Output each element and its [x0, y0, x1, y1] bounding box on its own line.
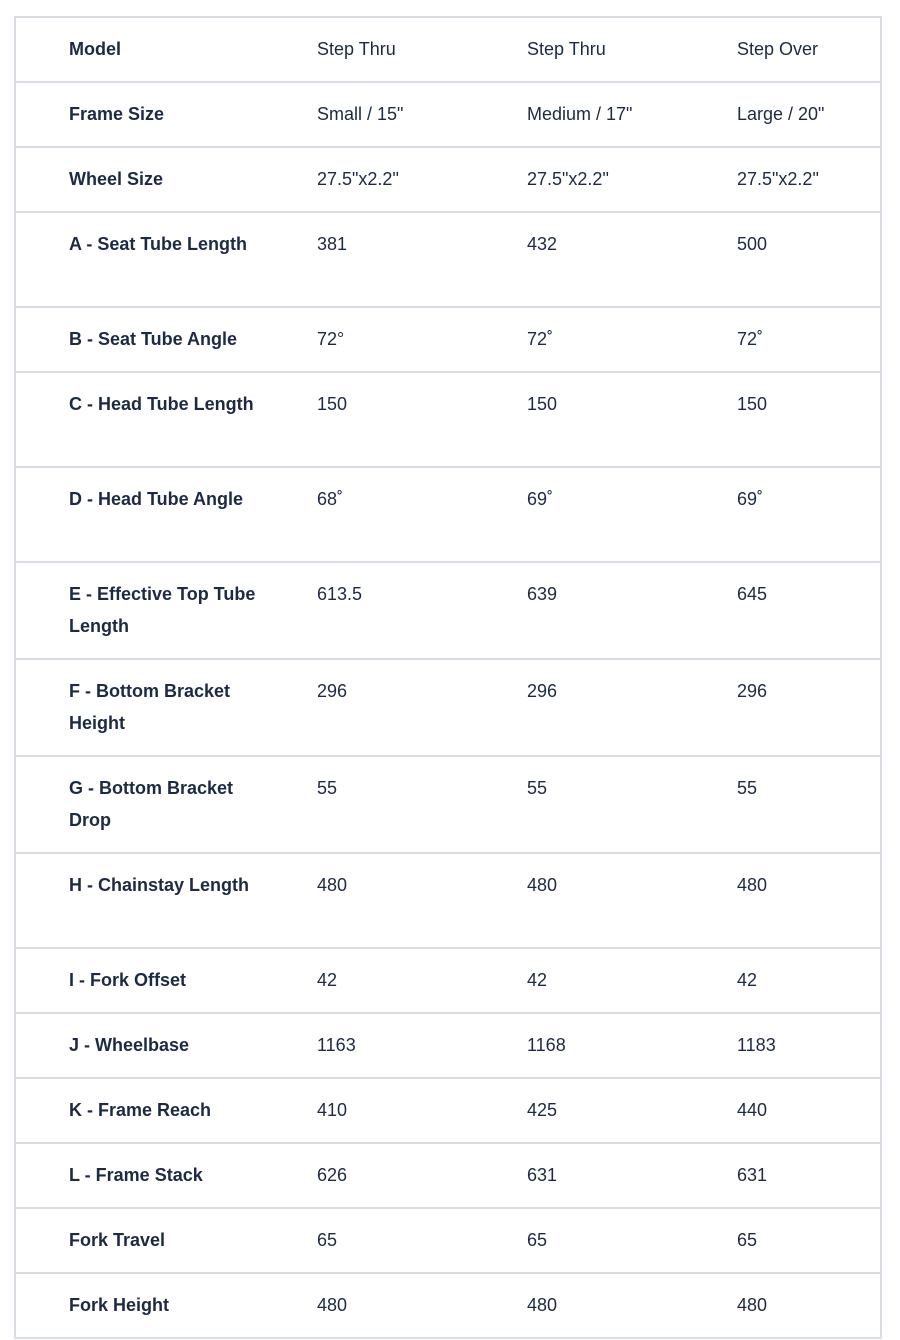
cell-value: Step Thru [317, 39, 396, 59]
cell-value: 65 [727, 1208, 881, 1273]
row-label: Wheel Size [15, 147, 307, 212]
cell-value: 72˚ [517, 307, 727, 372]
cell-value: Step Thru [527, 39, 606, 59]
cell-value: 296 [517, 659, 727, 756]
geometry-table-body [15, 17, 881, 1338]
cell-value: Medium / 17" [517, 82, 727, 147]
cell-value: 613.5 [307, 562, 517, 659]
cell-value: 72˚ [727, 307, 881, 372]
cell-value: 645 [727, 562, 881, 659]
cell-value: 69˚ [727, 467, 881, 562]
table-row [15, 1013, 881, 1078]
table-row [15, 82, 881, 147]
row-label: E - Effective Top Tube Length [15, 562, 307, 659]
geometry-table [14, 16, 882, 1339]
table-row [15, 1143, 881, 1208]
cell-value: 480 [727, 853, 881, 948]
row-label: K - Frame Reach [15, 1078, 307, 1143]
table-row [15, 17, 881, 82]
cell-value: 72° [307, 307, 517, 372]
cell-value: 425 [517, 1078, 727, 1143]
cell-value: 42 [727, 948, 881, 1013]
table-row [15, 467, 881, 562]
table-row [15, 659, 881, 756]
table-row [15, 756, 881, 853]
cell-value: 27.5"x2.2" [307, 147, 517, 212]
table-row [15, 948, 881, 1013]
cell-value: 296 [727, 659, 881, 756]
row-label: I - Fork Offset [15, 948, 307, 1013]
row-label: Fork Height [15, 1273, 307, 1338]
cell-value: 440 [727, 1078, 881, 1143]
cell-value: 55 [307, 756, 517, 853]
cell-value: 27.5"x2.2" [517, 147, 727, 212]
row-label: A - Seat Tube Length [15, 212, 307, 307]
table-row [15, 1078, 881, 1143]
row-label: Frame Size [15, 82, 307, 147]
cell-value: 480 [307, 1273, 517, 1338]
row-label: F - Bottom Bracket Height [15, 659, 307, 756]
cell-value: 1163 [307, 1013, 517, 1078]
cell-value: 27.5"x2.2" [727, 147, 881, 212]
cell-value: 55 [727, 756, 881, 853]
cell-value: 626 [307, 1143, 517, 1208]
table-row [15, 562, 881, 659]
row-label: Fork Travel [15, 1208, 307, 1273]
cell-value: Large / 20" [727, 82, 881, 147]
cell-value: 296 [307, 659, 517, 756]
cell-value: 65 [307, 1208, 517, 1273]
cell-value: 631 [727, 1143, 881, 1208]
cell-value: 150 [727, 372, 881, 467]
table-row [15, 307, 881, 372]
row-label: J - Wheelbase [15, 1013, 307, 1078]
row-label: G - Bottom Bracket Drop [15, 756, 307, 853]
cell-value: 631 [517, 1143, 727, 1208]
table-row [15, 212, 881, 307]
cell-value: 42 [307, 948, 517, 1013]
table-row [15, 1208, 881, 1273]
cell-value: 639 [517, 562, 727, 659]
cell-value: Small / 15" [307, 82, 517, 147]
row-label: D - Head Tube Angle [15, 467, 307, 562]
cell-value: Step Over [737, 39, 819, 59]
cell-value: 500 [727, 212, 881, 307]
cell-value: 150 [517, 372, 727, 467]
table-row [15, 147, 881, 212]
row-label: H - Chainstay Length [15, 853, 307, 948]
cell-value: 55 [517, 756, 727, 853]
row-label: Model [69, 39, 121, 59]
table-row [15, 372, 881, 467]
cell-value: 150 [307, 372, 517, 467]
table-row [15, 853, 881, 948]
cell-value: 42 [517, 948, 727, 1013]
cell-value: 1183 [727, 1013, 881, 1078]
cell-value: 1168 [517, 1013, 727, 1078]
row-label: B - Seat Tube Angle [15, 307, 307, 372]
cell-value: 432 [517, 212, 727, 307]
cell-value: 480 [517, 853, 727, 948]
cell-value: 480 [727, 1273, 881, 1338]
cell-value: 69˚ [517, 467, 727, 562]
row-label: L - Frame Stack [15, 1143, 307, 1208]
cell-value: 65 [517, 1208, 727, 1273]
row-label: C - Head Tube Length [15, 372, 307, 467]
cell-value: 480 [517, 1273, 727, 1338]
cell-value: 68˚ [307, 467, 517, 562]
cell-value: 410 [307, 1078, 517, 1143]
cell-value: 381 [307, 212, 517, 307]
table-row [15, 1273, 881, 1338]
cell-value: 480 [307, 853, 517, 948]
